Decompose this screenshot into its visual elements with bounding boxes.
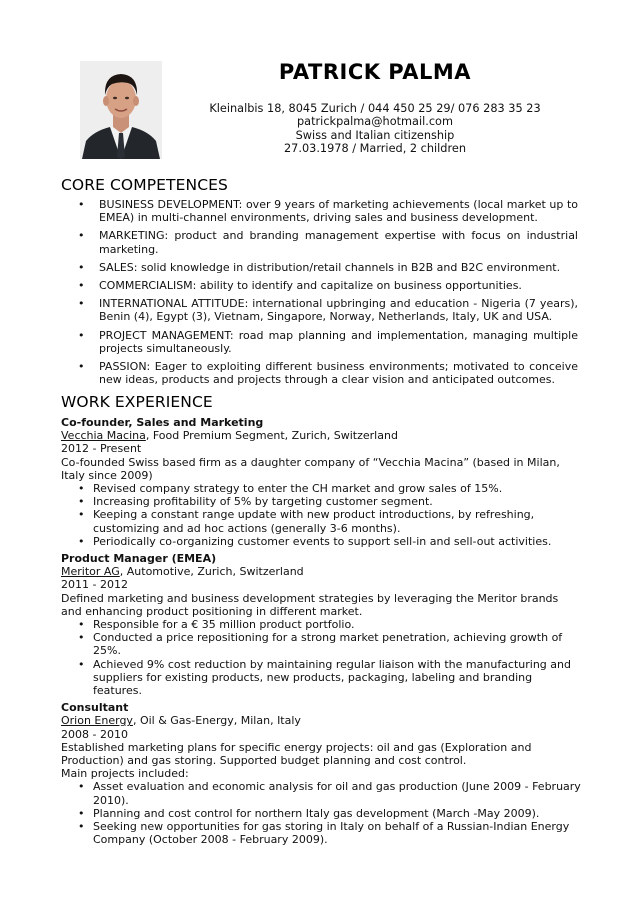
work-experience bbox=[61, 416, 581, 851]
job-title: Consultant bbox=[61, 701, 129, 715]
list-item: • Increasing profitability of 5% by targeting customer segment. bbox=[78, 495, 433, 509]
job-period: 2012 - Present bbox=[61, 442, 142, 456]
competence-item: • MARKETING: product and branding management expertise with focus on industrial marketing. bbox=[78, 229, 578, 256]
job-bullets bbox=[61, 618, 581, 697]
bullet-icon: • bbox=[78, 198, 85, 211]
list-item: • Periodically co-organizing customer events to support sell-in and sell-out activities. bbox=[78, 534, 552, 548]
company-link[interactable]: Meritor AG bbox=[61, 565, 120, 579]
competence-item: • INTERNATIONAL ATTITUDE: international upbringing and education - Nigeria (7 years), Benin (4), Egypt (3), Vietnam, Singapore, Norway, Netherlands, Italy, UK and USA. bbox=[78, 297, 578, 324]
bullet-icon: • bbox=[78, 495, 85, 509]
job-entry bbox=[61, 701, 581, 846]
bullet-icon: • bbox=[78, 229, 85, 243]
email-line: patrickpalma@hotmail.com bbox=[297, 115, 453, 129]
competence-item: • PASSION: Eager to exploiting different business environments; motivated to conceive new ideas, products and projects through a clear vision and anticipated outcomes. bbox=[78, 360, 578, 387]
list-item: • Seeking new opportunities for gas storing in Italy on behalf of a Russian-Indian Energy Company (October 2008 - February 2009). bbox=[78, 820, 570, 847]
job-title: Product Manager (EMEA) bbox=[61, 552, 217, 566]
bullet-icon: • bbox=[78, 508, 85, 522]
profile-photo bbox=[80, 61, 162, 159]
bullet-icon: • bbox=[78, 657, 85, 671]
competences-heading: CORE COMPETENCES bbox=[61, 176, 228, 194]
bullet-icon: • bbox=[78, 297, 85, 311]
job-description: Established marketing plans for specific energy projects: oil and gas (Exploration and Production) and gas storing. Supported budget planning and cost control. bbox=[61, 740, 532, 768]
list-item: • Keeping a constant range update with new product introductions, by refreshing, customizing and ad hoc actions (generally 3-6 months). bbox=[78, 508, 535, 535]
job-period: 2011 - 2012 bbox=[61, 578, 128, 592]
job-bullets bbox=[61, 482, 581, 548]
experience-heading: WORK EXPERIENCE bbox=[61, 393, 213, 411]
job-description-note: Main projects included: bbox=[61, 767, 189, 781]
competences-list bbox=[61, 198, 578, 391]
list-item: • Planning and cost control for northern Italy gas development (March -May 2009). bbox=[78, 806, 540, 820]
company-link[interactable]: Orion Energy bbox=[61, 714, 133, 728]
bullet-icon: • bbox=[78, 360, 85, 374]
company-line: Orion Energy, Oil & Gas-Energy, Milan, Italy bbox=[61, 714, 301, 728]
job-title: Co-founder, Sales and Marketing bbox=[61, 416, 264, 429]
bullet-icon: • bbox=[78, 482, 85, 496]
job-entry bbox=[61, 552, 581, 697]
list-item: • Conducted a price repositioning for a strong market penetration, achieving growth of 25%. bbox=[78, 631, 563, 658]
bullet-icon: • bbox=[78, 618, 85, 632]
bullet-icon: • bbox=[78, 780, 85, 794]
bullet-icon: • bbox=[78, 820, 85, 834]
competence-item: • BUSINESS DEVELOPMENT: over 9 years of marketing achievements (local market up to EMEA) in multi-channel environments, driving sales and business development. bbox=[78, 198, 578, 225]
job-bullets bbox=[61, 780, 581, 846]
competence-item: • COMMERCIALISM: ability to identify and capitalize on business opportunities. bbox=[78, 279, 522, 293]
address-line: Kleinalbis 18, 8045 Zurich / 044 450 25 29/ 076 283 35 23 bbox=[209, 102, 541, 115]
list-item: • Revised company strategy to enter the CH market and grow sales of 15%. bbox=[78, 482, 503, 496]
competence-item: • SALES: solid knowledge in distribution/retail channels in B2B and B2C environment. bbox=[78, 260, 561, 274]
competence-item: • PROJECT MANAGEMENT: road map planning and implementation, managing multiple projects simultaneously. bbox=[78, 328, 578, 355]
bullet-icon: • bbox=[78, 806, 85, 820]
contact-block bbox=[165, 102, 585, 155]
job-period: 2008 - 2010 bbox=[61, 727, 128, 741]
bullet-icon: • bbox=[78, 279, 85, 293]
birth-status-line: 27.03.1978 / Married, 2 children bbox=[284, 141, 466, 155]
job-entry bbox=[61, 416, 581, 548]
company-line: Vecchia Macina, Food Premium Segment, Zurich, Switzerland bbox=[61, 429, 398, 443]
company-line: Meritor AG, Automotive, Zurich, Switzerland bbox=[61, 565, 304, 579]
list-item: • Achieved 9% cost reduction by maintaining regular liaison with the manufacturing and suppliers for existing products, new products, packaging, labeling and branding features. bbox=[78, 657, 571, 698]
bullet-icon: • bbox=[78, 631, 85, 645]
candidate-name: PATRICK PALMA bbox=[278, 60, 472, 84]
bullet-icon: • bbox=[78, 260, 85, 274]
job-description: Co-founded Swiss based firm as a daughter company of “Vecchia Macina” (based in Milan, Italy since 2009) bbox=[61, 455, 560, 482]
bullet-icon: • bbox=[78, 534, 85, 548]
job-description: Defined marketing and business development strategies by leveraging the Meritor brands and enhancing product positioning in different market. bbox=[61, 591, 559, 618]
citizenship-line: Swiss and Italian citizenship bbox=[295, 128, 455, 142]
list-item: • Asset evaluation and economic analysis for oil and gas production (June 2009 - February 2010). bbox=[78, 780, 581, 807]
bullet-icon: • bbox=[78, 328, 85, 342]
company-link[interactable]: Vecchia Macina bbox=[61, 429, 146, 443]
list-item: • Responsible for a € 35 million product portfolio. bbox=[78, 618, 355, 632]
